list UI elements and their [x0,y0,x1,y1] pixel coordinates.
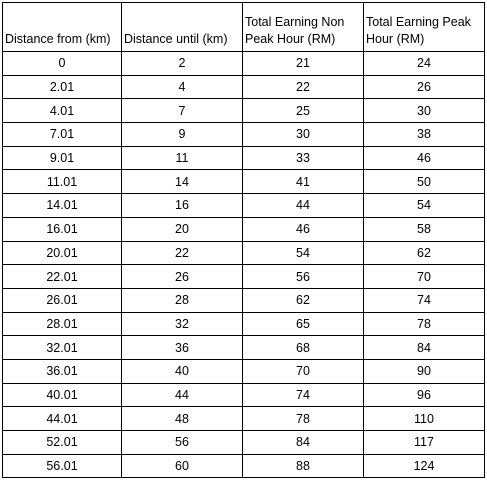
cell-non-peak-earning: 46 [243,217,364,241]
cell-non-peak-earning: 65 [243,312,364,336]
header-distance-until: Distance until (km) [122,3,243,52]
table-row [3,336,485,360]
cell-distance-from: 14.01 [3,194,122,218]
cell-distance-until: 26 [122,265,243,289]
cell-distance-until: 48 [122,407,243,431]
header-peak-earning: Total Earning Peak Hour (RM) [364,3,485,52]
cell-non-peak-earning: 88 [243,454,364,478]
cell-distance-until: 14 [122,170,243,194]
cell-peak-earning: 84 [364,336,485,360]
cell-distance-from: 26.01 [3,288,122,312]
cell-non-peak-earning: 25 [243,99,364,123]
cell-distance-until: 36 [122,336,243,360]
cell-distance-until: 32 [122,312,243,336]
cell-distance-until: 22 [122,241,243,265]
cell-distance-until: 20 [122,217,243,241]
cell-peak-earning: 117 [364,431,485,455]
cell-distance-from: 28.01 [3,312,122,336]
cell-non-peak-earning: 54 [243,241,364,265]
table-row [3,99,485,123]
cell-peak-earning: 96 [364,383,485,407]
cell-distance-from: 22.01 [3,265,122,289]
cell-distance-until: 7 [122,99,243,123]
table-row [3,146,485,170]
cell-distance-from: 11.01 [3,170,122,194]
cell-peak-earning: 26 [364,75,485,99]
cell-peak-earning: 90 [364,359,485,383]
table-row [3,359,485,383]
table-row [3,194,485,218]
cell-distance-from: 44.01 [3,407,122,431]
table-row [3,123,485,147]
cell-peak-earning: 46 [364,146,485,170]
cell-distance-until: 16 [122,194,243,218]
cell-non-peak-earning: 56 [243,265,364,289]
table-row [3,52,485,76]
cell-non-peak-earning: 74 [243,383,364,407]
cell-distance-until: 60 [122,454,243,478]
cell-peak-earning: 70 [364,265,485,289]
cell-distance-from: 40.01 [3,383,122,407]
cell-distance-until: 44 [122,383,243,407]
table-row [3,217,485,241]
cell-peak-earning: 78 [364,312,485,336]
cell-non-peak-earning: 70 [243,359,364,383]
table-row [3,75,485,99]
cell-distance-until: 28 [122,288,243,312]
cell-distance-from: 52.01 [3,431,122,455]
cell-peak-earning: 58 [364,217,485,241]
cell-distance-until: 9 [122,123,243,147]
table-row [3,241,485,265]
cell-peak-earning: 74 [364,288,485,312]
table-row [3,288,485,312]
cell-peak-earning: 54 [364,194,485,218]
table-row [3,265,485,289]
earnings-table [2,2,485,478]
cell-peak-earning: 124 [364,454,485,478]
header-row [3,3,485,52]
header-non-peak-earning: Total Earning Non Peak Hour (RM) [243,3,364,52]
cell-non-peak-earning: 44 [243,194,364,218]
cell-peak-earning: 50 [364,170,485,194]
cell-peak-earning: 24 [364,52,485,76]
table-row [3,407,485,431]
cell-non-peak-earning: 84 [243,431,364,455]
cell-distance-until: 11 [122,146,243,170]
cell-peak-earning: 110 [364,407,485,431]
cell-peak-earning: 62 [364,241,485,265]
cell-distance-until: 2 [122,52,243,76]
cell-distance-from: 36.01 [3,359,122,383]
cell-distance-from: 9.01 [3,146,122,170]
cell-distance-from: 4.01 [3,99,122,123]
cell-non-peak-earning: 30 [243,123,364,147]
table-header [3,3,485,52]
cell-non-peak-earning: 62 [243,288,364,312]
cell-non-peak-earning: 22 [243,75,364,99]
table-row [3,170,485,194]
table-body [3,52,485,478]
table-row [3,454,485,478]
table-row [3,431,485,455]
cell-peak-earning: 38 [364,123,485,147]
cell-distance-until: 40 [122,359,243,383]
cell-distance-from: 56.01 [3,454,122,478]
cell-distance-from: 0 [3,52,122,76]
cell-distance-from: 32.01 [3,336,122,360]
table-row [3,312,485,336]
cell-peak-earning: 30 [364,99,485,123]
cell-distance-until: 56 [122,431,243,455]
cell-distance-from: 16.01 [3,217,122,241]
cell-distance-until: 4 [122,75,243,99]
cell-distance-from: 7.01 [3,123,122,147]
cell-distance-from: 2.01 [3,75,122,99]
cell-non-peak-earning: 78 [243,407,364,431]
table-row [3,383,485,407]
cell-non-peak-earning: 33 [243,146,364,170]
cell-non-peak-earning: 68 [243,336,364,360]
header-distance-from: Distance from (km) [3,3,122,52]
cell-distance-from: 20.01 [3,241,122,265]
cell-non-peak-earning: 21 [243,52,364,76]
cell-non-peak-earning: 41 [243,170,364,194]
